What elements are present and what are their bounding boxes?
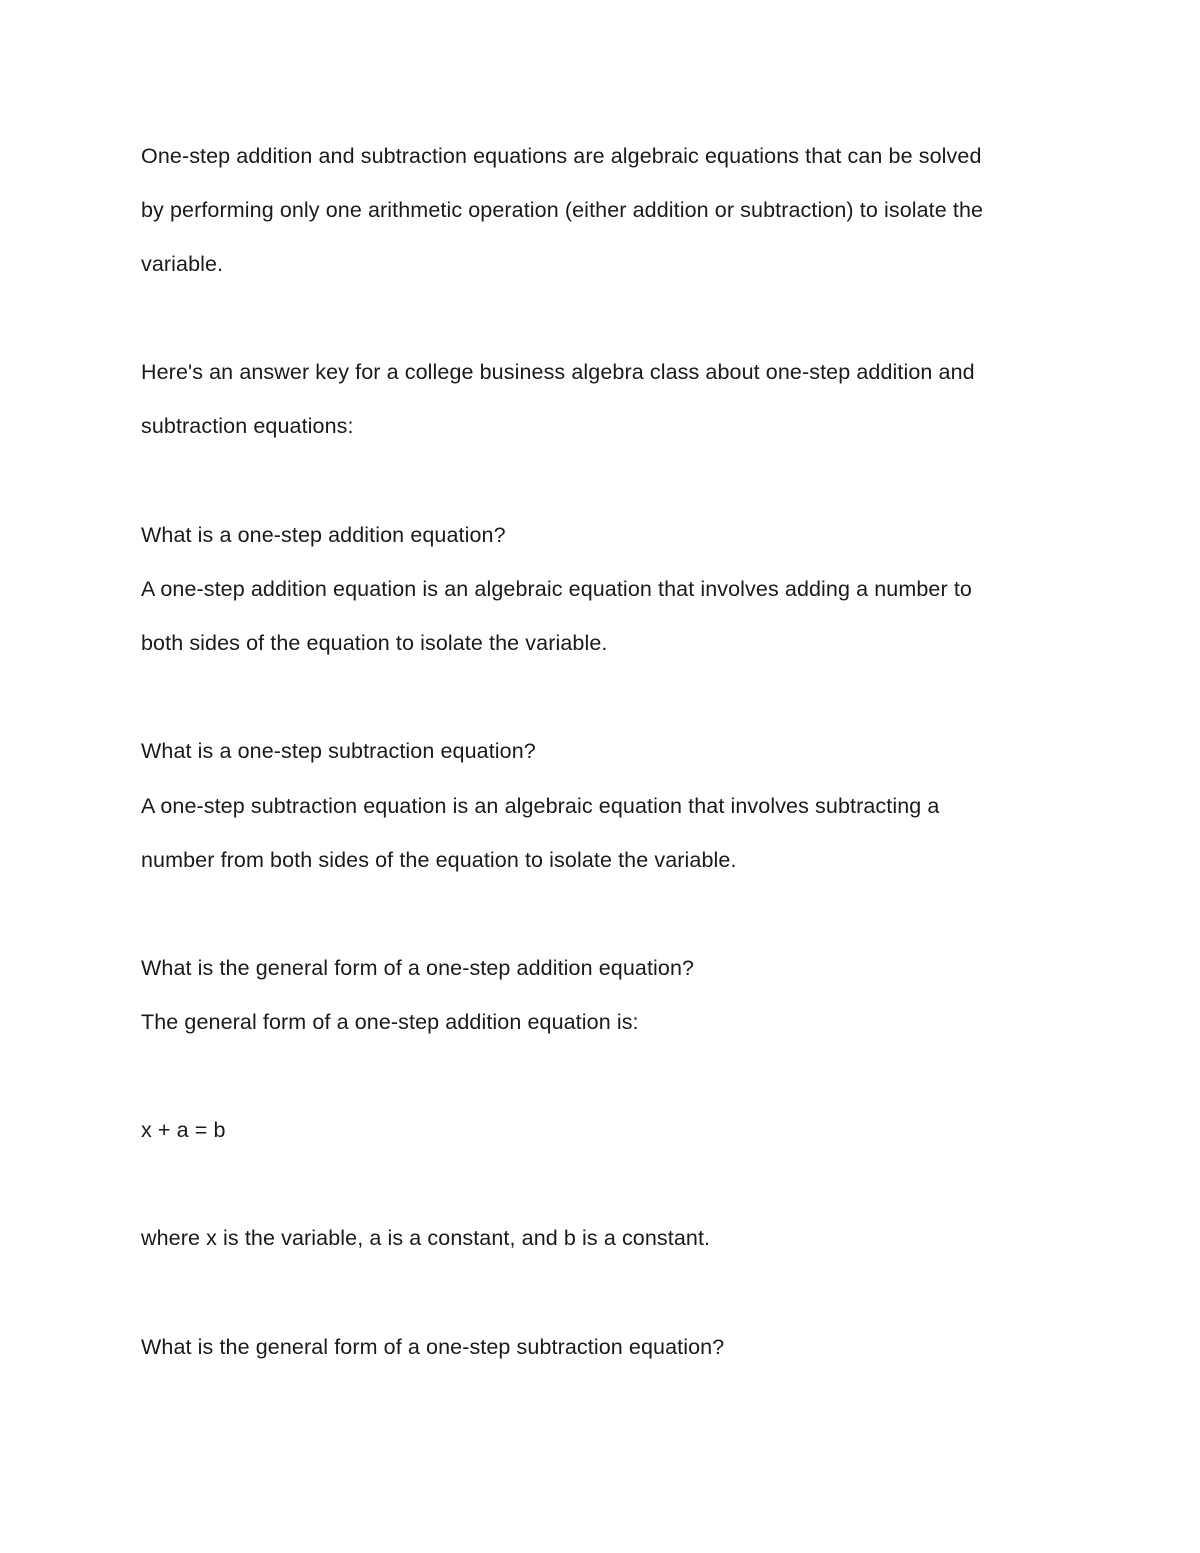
intro-line-3: variable. — [141, 252, 224, 276]
answer-3-intro: The general form of a one-step addition equation is: — [141, 1010, 639, 1034]
question-1: What is a one-step addition equation? — [141, 523, 506, 547]
intro-line-2: by performing only one arithmetic operation (either addition or subtraction) to isolate the — [141, 198, 984, 222]
question-3: What is the general form of a one-step addition equation? — [141, 956, 695, 980]
question-4: What is the general form of a one-step subtraction equation? — [141, 1335, 725, 1359]
intro-line-1: One-step addition and subtraction equations are algebraic equations that can be solved — [141, 144, 982, 168]
preface-line-1: Here's an answer key for a college business algebra class about one-step addition and — [141, 360, 975, 384]
preface-line-2: subtraction equations: — [141, 414, 354, 438]
answer-1-line-2: both sides of the equation to isolate the variable. — [141, 631, 608, 655]
answer-1-line-1: A one-step addition equation is an algebraic equation that involves adding a number to — [141, 577, 972, 601]
question-2: What is a one-step subtraction equation? — [141, 739, 536, 763]
answer-2-line-2: number from both sides of the equation to isolate the variable. — [141, 848, 737, 872]
answer-3-explanation: where x is the variable, a is a constant, and b is a constant. — [141, 1226, 711, 1250]
formula-addition: x + a = b — [141, 1118, 226, 1142]
answer-2-line-1: A one-step subtraction equation is an algebraic equation that involves subtracting a — [141, 794, 940, 818]
